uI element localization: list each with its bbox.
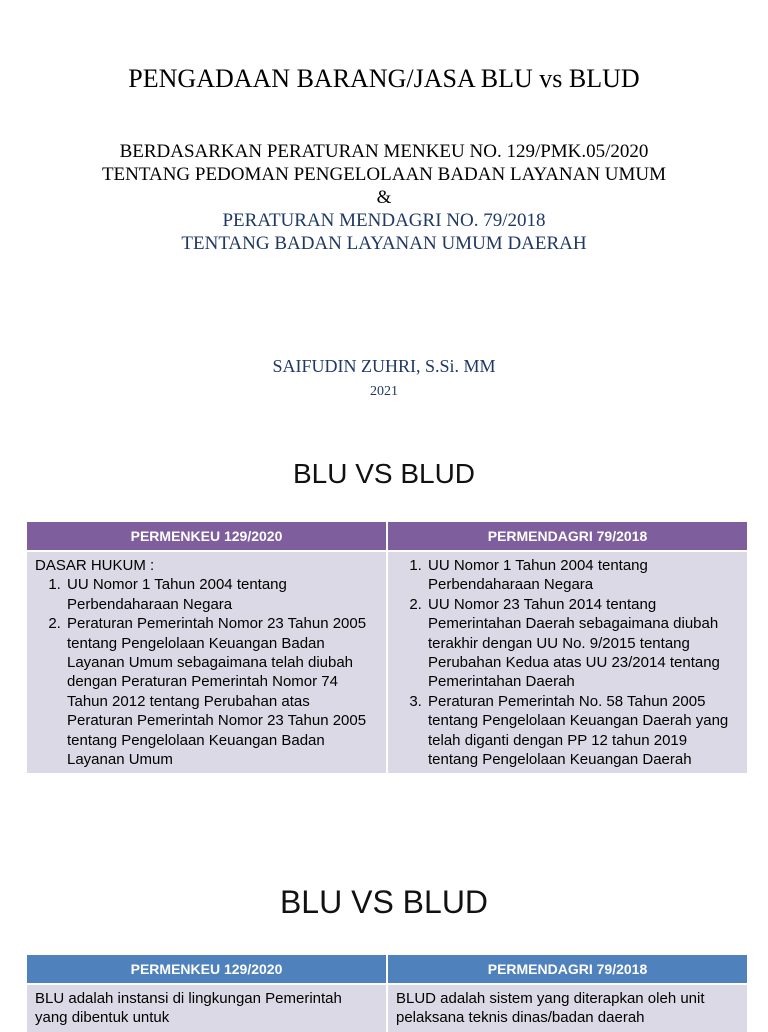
blu-definition-cell: BLU adalah instansi di lingkungan Pemerintah yang dibentuk untuk	[27, 984, 387, 1032]
permendagri-legal-basis-cell	[387, 551, 747, 773]
slide-2-comparison-table	[27, 955, 747, 1032]
list-item: 1. UU Nomor 1 Tahun 2004 tentang Perbendaharaan Negara	[426, 556, 739, 595]
column-header-permendagri: PERMENDAGRI 79/2018	[387, 955, 747, 984]
table-row	[27, 551, 747, 773]
slide-1-title: BLU VS BLUD	[292, 458, 476, 489]
permenkeu-legal-basis-cell	[27, 551, 387, 773]
author-name: SAIFUDIN ZUHRI, S.Si. MM	[272, 356, 496, 376]
subtitle-line-2: TENTANG PEDOMAN PENGELOLAAN BADAN LAYANAN UMUM	[101, 164, 667, 185]
list-item: 3. Peraturan Pemerintah No. 58 Tahun 2005 tentang Pengelolaan Keuangan Daerah yang telah diganti dengan PP 12 tahun 2019 tentang Pengelolaan Keuangan Daerah	[426, 692, 739, 770]
ampersand: &	[376, 187, 392, 208]
table-header-row	[27, 955, 747, 984]
slide-1-comparison-table	[27, 522, 747, 773]
column-header-permenkeu: PERMENKEU 129/2020	[27, 522, 387, 551]
subtitle-block	[0, 140, 768, 255]
publication-year: 2021	[370, 384, 398, 399]
permendagri-law-list	[396, 556, 739, 769]
subtitle-line-4: TENTANG BADAN LAYANAN UMUM DAERAH	[181, 233, 587, 254]
subtitle-line-1: BERDASARKAN PERATURAN MENKEU NO. 129/PMK.05/2020	[119, 141, 649, 162]
document-title: PENGADAAN BARANG/JASA BLU vs BLUD	[128, 64, 640, 93]
table-header-row	[27, 522, 747, 551]
list-item: 2. UU Nomor 23 Tahun 2014 tentang Pemerintahan Daerah sebagaimana diubah terakhir dengan UU No. 9/2015 tentang Perubahan Kedua atas UU 23/2014 tentang Pemerintahan Daerah	[426, 595, 739, 692]
slide-2-title: BLU VS BLUD	[279, 884, 489, 920]
list-item: 1. UU Nomor 1 Tahun 2004 tentang Perbendaharaan Negara	[65, 575, 378, 614]
blud-definition-cell: BLUD adalah sistem yang diterapkan oleh unit pelaksana teknis dinas/badan daerah	[387, 984, 747, 1032]
list-item: 2. Peraturan Pemerintah Nomor 23 Tahun 2005 tentang Pengelolaan Keuangan Badan Layanan Umum sebagaimana telah diubah dengan Peraturan Pemerintah Nomor 74 Tahun 2012 tentang Perubahan atas Peraturan Pemerintah Nomor 23 Tahun 2005 tentang Pengelolaan Keuangan Badan Layanan Umum	[65, 614, 378, 769]
column-header-permenkeu: PERMENKEU 129/2020	[27, 955, 387, 984]
permenkeu-law-list	[35, 575, 378, 769]
legal-basis-heading: DASAR HUKUM :	[35, 557, 155, 574]
table-row	[27, 984, 747, 1032]
subtitle-line-3: PERATURAN MENDAGRI NO. 79/2018	[222, 210, 546, 231]
column-header-permendagri: PERMENDAGRI 79/2018	[387, 522, 747, 551]
